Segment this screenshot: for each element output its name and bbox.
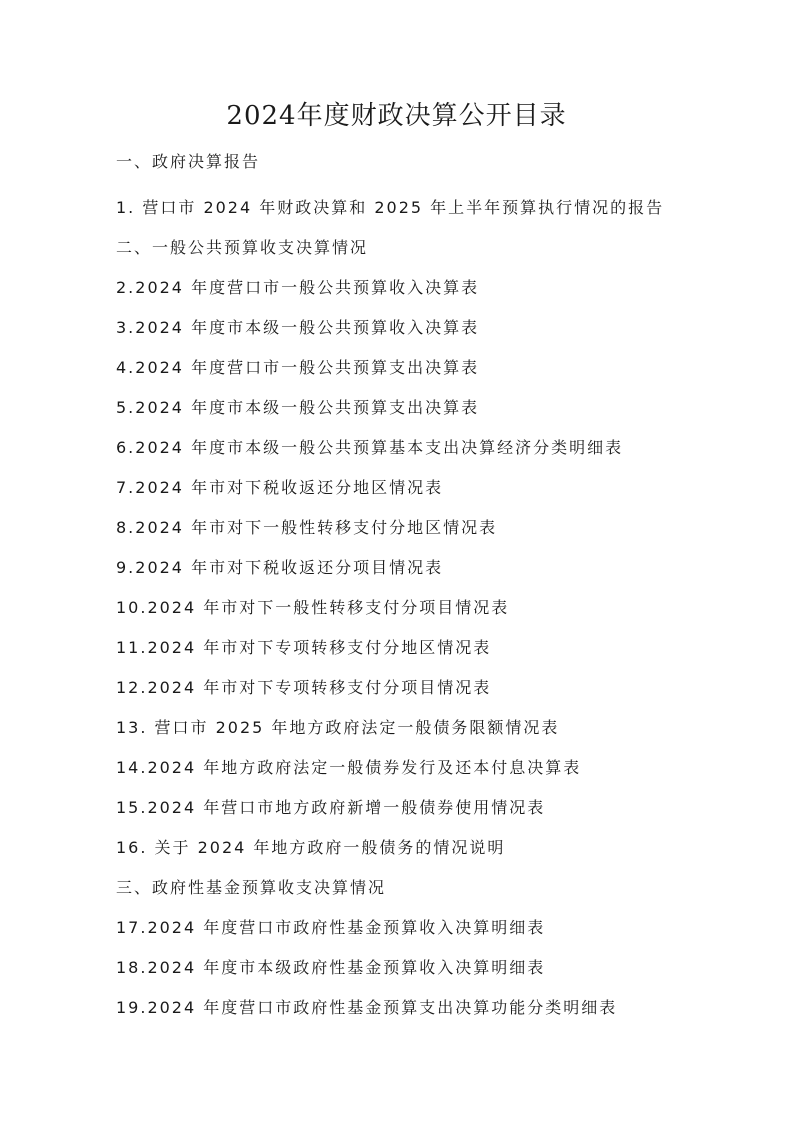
toc-item: 4.2024 年度营口市一般公共预算支出决算表 (116, 358, 480, 377)
toc-item: 8.2024 年市对下一般性转移支付分地区情况表 (116, 518, 498, 537)
toc-item: 3.2024 年度市本级一般公共预算收入决算表 (116, 318, 480, 337)
toc-item: 10.2024 年市对下一般性转移支付分项目情况表 (116, 598, 510, 617)
document-title: 2024年度财政决算公开目录 (226, 101, 567, 131)
toc-item: 15.2024 年营口市地方政府新增一般债券使用情况表 (116, 798, 546, 817)
toc-item: 19.2024 年度营口市政府性基金预算支出决算功能分类明细表 (116, 998, 618, 1017)
toc-item: 7.2024 年市对下税收返还分地区情况表 (116, 478, 444, 497)
toc-item: 6.2024 年度市本级一般公共预算基本支出决算经济分类明细表 (116, 438, 624, 457)
toc-item: 11.2024 年市对下专项转移支付分地区情况表 (116, 638, 492, 657)
toc-item: 1. 营口市 2024 年财政决算和 2025 年上半年预算执行情况的报告 (116, 198, 665, 217)
toc-section-heading: 三、政府性基金预算收支决算情况 (116, 878, 387, 897)
toc-section-heading: 二、一般公共预算收支决算情况 (116, 238, 369, 257)
toc-item: 13. 营口市 2025 年地方政府法定一般债务限额情况表 (116, 718, 560, 737)
toc-item: 5.2024 年度市本级一般公共预算支出决算表 (116, 398, 480, 417)
toc-item: 12.2024 年市对下专项转移支付分项目情况表 (116, 678, 492, 697)
toc-item: 14.2024 年地方政府法定一般债券发行及还本付息决算表 (116, 758, 582, 777)
toc-item: 16. 关于 2024 年地方政府一般债务的情况说明 (116, 838, 506, 857)
toc-item: 9.2024 年市对下税收返还分项目情况表 (116, 558, 444, 577)
toc-item: 18.2024 年度市本级政府性基金预算收入决算明细表 (116, 958, 546, 977)
toc-section-heading: 一、政府决算报告 (116, 152, 261, 171)
toc-item: 2.2024 年度营口市一般公共预算收入决算表 (116, 278, 480, 297)
toc-item: 17.2024 年度营口市政府性基金预算收入决算明细表 (116, 918, 546, 937)
table-of-contents (116, 142, 756, 1028)
